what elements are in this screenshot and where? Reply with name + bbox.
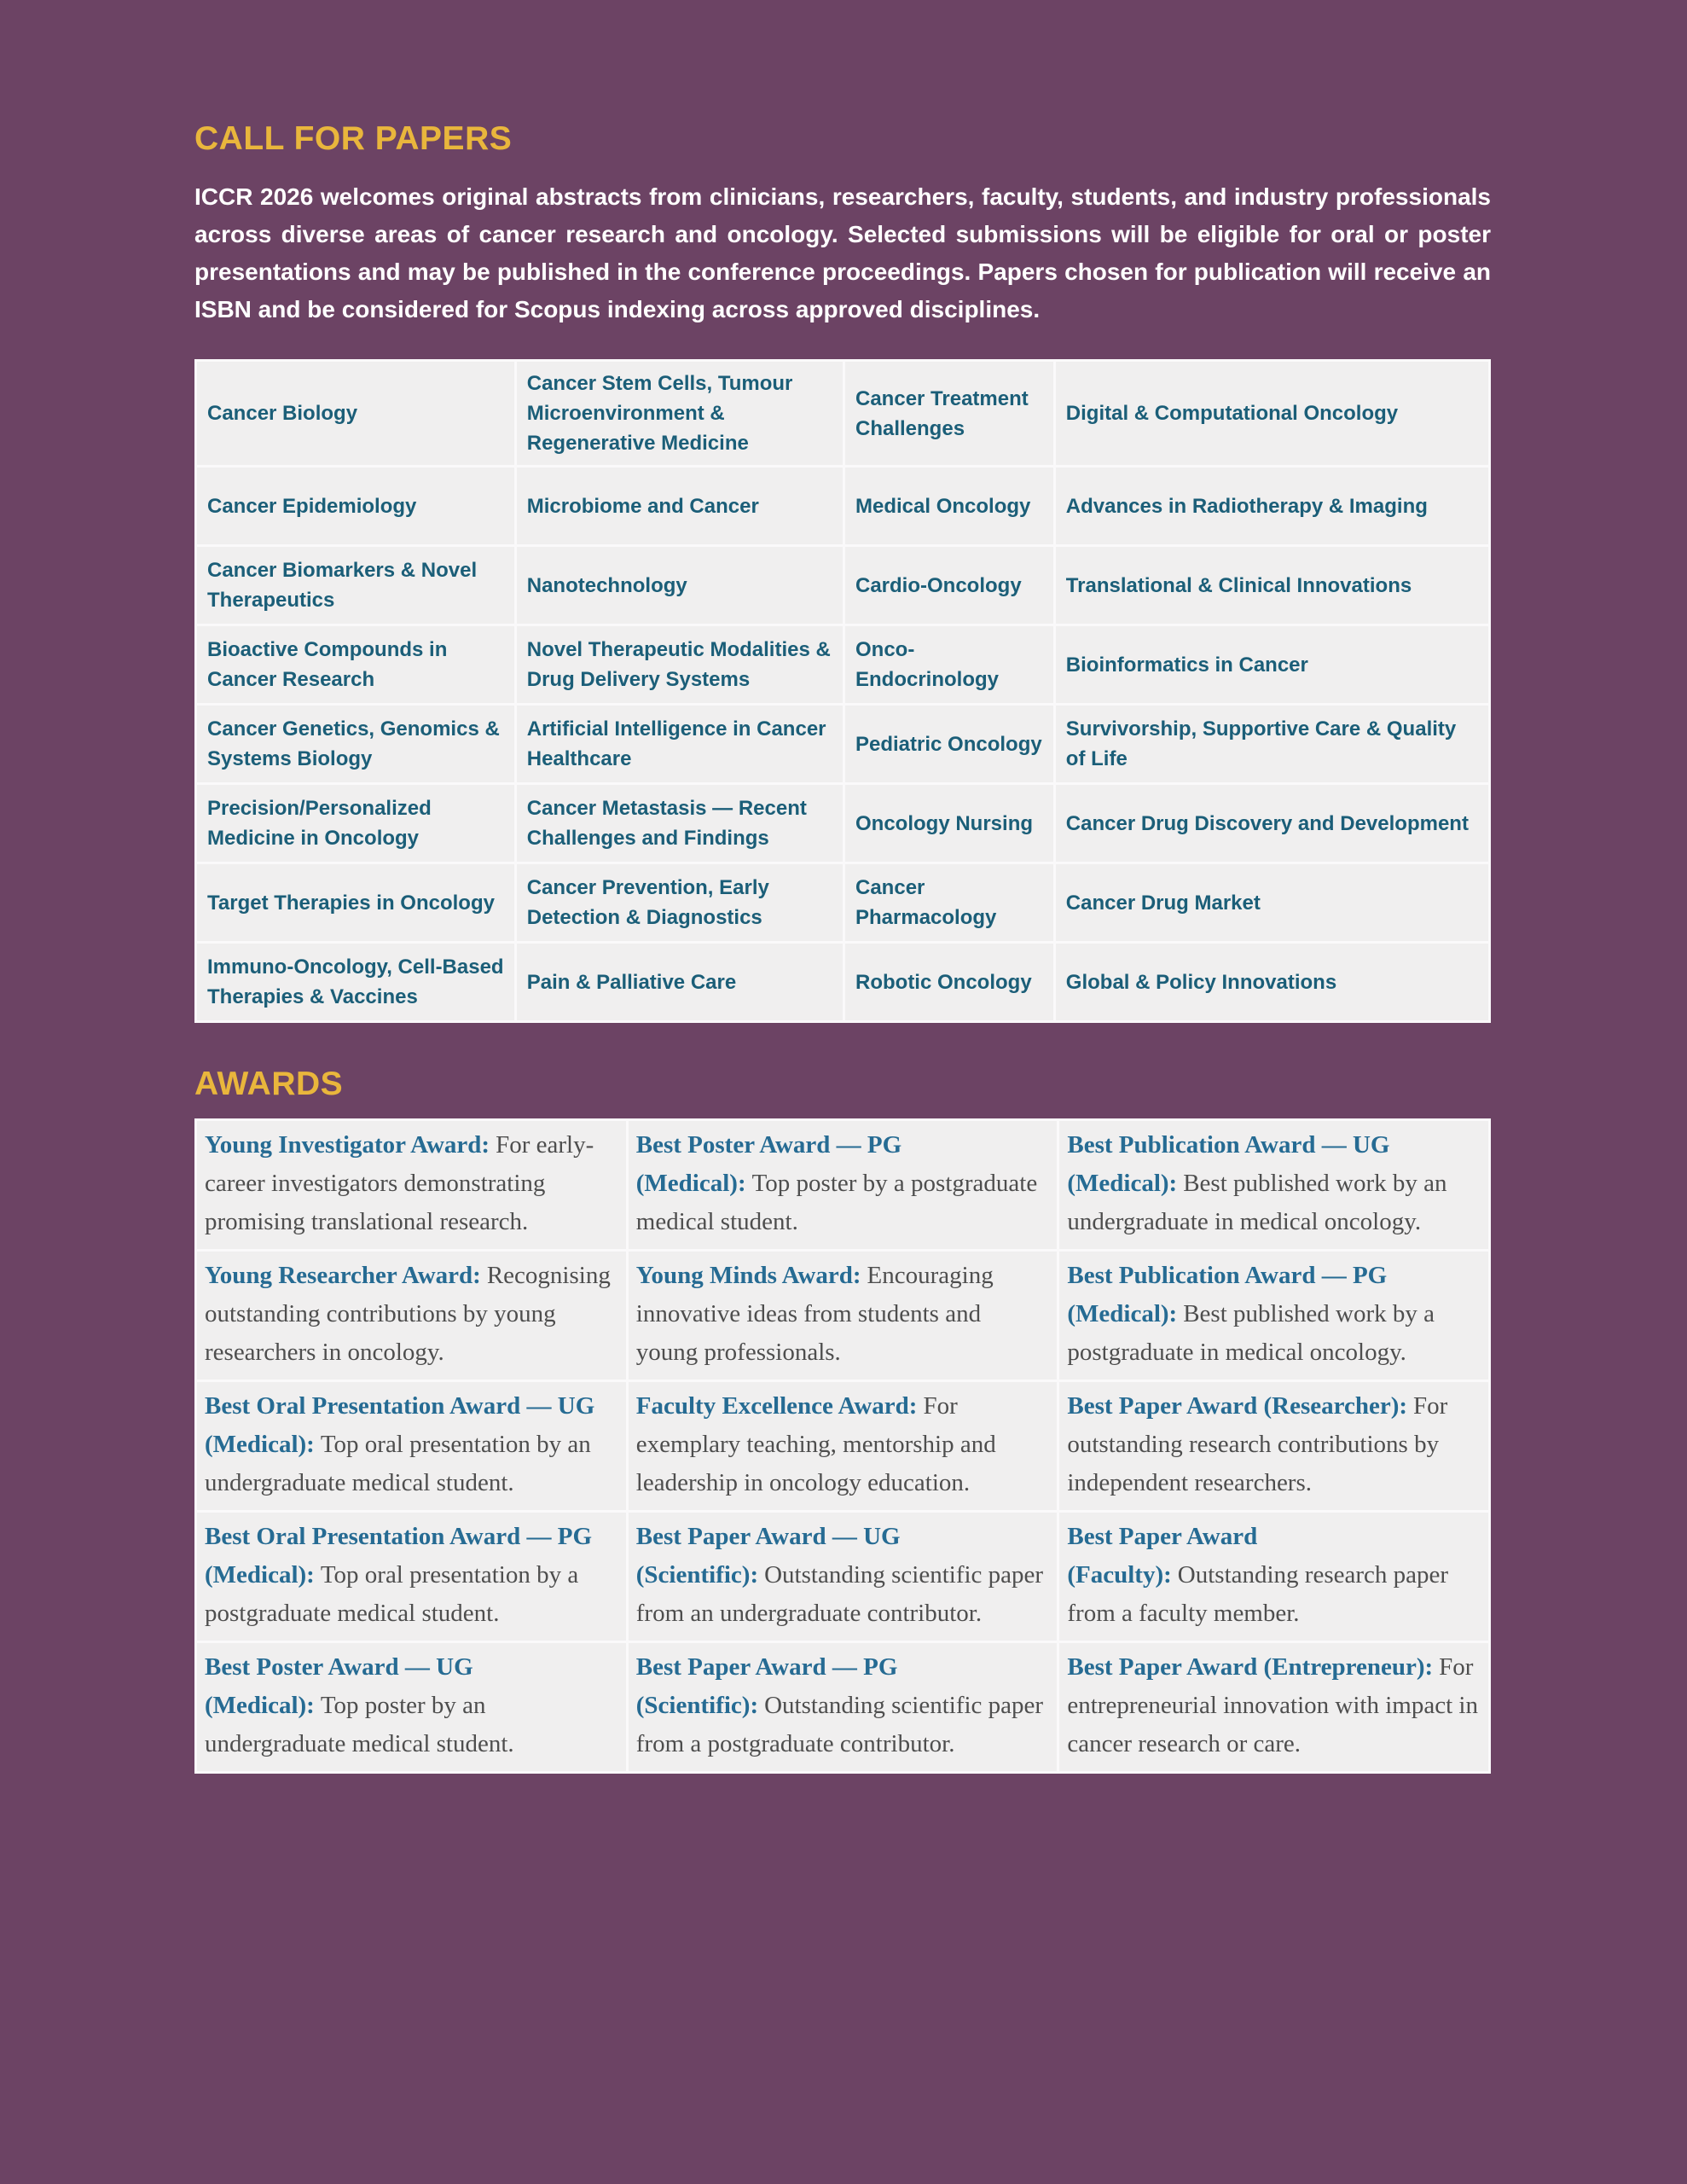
award-cell <box>1059 1513 1488 1641</box>
topic-cell: Translational & Clinical Innovations <box>1056 547 1488 624</box>
award-title: Best Poster Award — PG (Medical): <box>635 1131 902 1197</box>
awards-heading: AWARDS <box>194 1066 344 1102</box>
topic-cell: Global & Policy Innovations <box>1056 944 1488 1020</box>
award-title: Young Researcher Award: <box>205 1262 481 1289</box>
call-for-papers-heading: CALL FOR PAPERS <box>194 120 513 157</box>
topic-cell: Robotic Oncology <box>845 944 1053 1020</box>
awards-row <box>197 1643 1488 1771</box>
topic-cell: Cancer Drug Market <box>1056 864 1488 941</box>
award-description: Outstanding scientific paper from an undergraduate contributor. <box>635 1561 1044 1627</box>
topic-cell: Onco-Endocrinology <box>845 626 1053 703</box>
award-title: Best Paper Award — UG (Scientific): <box>635 1523 901 1589</box>
topic-cell: Artificial Intelligence in Cancer Healthcare <box>517 706 843 782</box>
topic-cell: Digital & Computational Oncology <box>1056 362 1488 465</box>
award-cell <box>197 1513 626 1641</box>
topics-row <box>197 626 1488 703</box>
topic-cell: Cancer Biology <box>197 362 514 465</box>
award-title: Best Paper Award — PG (Scientific): <box>635 1653 898 1719</box>
topic-cell: Cancer Biomarkers & Novel Therapeutics <box>197 547 514 624</box>
topics-row <box>197 362 1488 465</box>
award-title: Best Oral Presentation Award — PG (Medical): <box>205 1523 593 1589</box>
award-description: Top poster by an undergraduate medical student. <box>205 1692 514 1757</box>
award-description: For early-career investigators demonstrating promising translational research. <box>205 1131 594 1235</box>
topics-row <box>197 547 1488 624</box>
topics-row <box>197 944 1488 1020</box>
topics-row <box>197 706 1488 782</box>
content-column <box>194 0 1491 1774</box>
topic-cell: Bioactive Compounds in Cancer Research <box>197 626 514 703</box>
topic-cell: Cancer Prevention, Early Detection & Diagnostics <box>517 864 843 941</box>
award-description: For exemplary teaching, mentorship and leadership in oncology education. <box>635 1392 996 1496</box>
awards-row <box>197 1513 1488 1641</box>
award-cell <box>1059 1382 1488 1510</box>
award-description: Encouraging innovative ideas from students and young professionals. <box>635 1262 994 1366</box>
topic-cell: Pain & Palliative Care <box>517 944 843 1020</box>
award-cell <box>197 1121 626 1249</box>
award-cell <box>629 1121 1058 1249</box>
award-cell <box>197 1643 626 1771</box>
award-cell <box>197 1252 626 1380</box>
award-description: For entrepreneurial innovation with impact in cancer research or care. <box>1067 1653 1478 1757</box>
topic-cell: Advances in Radiotherapy & Imaging <box>1056 468 1488 544</box>
award-title: Best Publication Award — PG (Medical): <box>1067 1262 1388 1327</box>
topic-cell: Medical Oncology <box>845 468 1053 544</box>
award-cell <box>1059 1121 1488 1249</box>
award-title: Best Poster Award — UG (Medical): <box>205 1653 473 1719</box>
award-description: Outstanding research paper from a faculty member. <box>1067 1561 1449 1627</box>
topic-cell: Pediatric Oncology <box>845 706 1053 782</box>
topic-cell: Immuno-Oncology, Cell-Based Therapies & Vaccines <box>197 944 514 1020</box>
award-description: Best published work by an undergraduate in medical oncology. <box>1067 1170 1447 1235</box>
award-description: For outstanding research contributions by independent researchers. <box>1067 1392 1448 1496</box>
topic-cell: Oncology Nursing <box>845 785 1053 862</box>
award-cell <box>629 1382 1058 1510</box>
topic-cell: Cancer Epidemiology <box>197 468 514 544</box>
topics-row <box>197 785 1488 862</box>
award-title: Young Investigator Award: <box>205 1131 490 1159</box>
award-cell <box>197 1382 626 1510</box>
award-description: Top poster by a postgraduate medical student. <box>635 1170 1038 1235</box>
award-title: Best Paper Award (Researcher): <box>1067 1392 1408 1420</box>
topic-cell: Nanotechnology <box>517 547 843 624</box>
award-description: Recognising outstanding contributions by young researchers in oncology. <box>205 1262 611 1366</box>
award-title: Best Oral Presentation Award — UG (Medical): <box>205 1392 595 1458</box>
award-description: Top oral presentation by an undergraduate medical student. <box>205 1431 591 1496</box>
call-for-papers-intro: ICCR 2026 welcomes original abstracts from clinicians, researchers, faculty, students, and industry professionals across diverse areas of cancer research and oncology. Selected submissions will be eligible for oral or poster presentations and may be published in the conference proceedings. Papers chosen for publication will receive an ISBN and be considered for Scopus indexing across approved disciplines. <box>194 183 1491 322</box>
topic-cell: Bioinformatics in Cancer <box>1056 626 1488 703</box>
awards-table <box>194 1118 1491 1774</box>
award-description: Top oral presentation by a postgraduate medical student. <box>205 1561 579 1627</box>
topic-cell: Cancer Metastasis — Recent Challenges and Findings <box>517 785 843 862</box>
award-cell <box>629 1643 1058 1771</box>
topic-cell: Novel Therapeutic Modalities & Drug Delivery Systems <box>517 626 843 703</box>
topic-cell: Cancer Genetics, Genomics & Systems Biology <box>197 706 514 782</box>
topic-cell: Cancer Pharmacology <box>845 864 1053 941</box>
award-title: Faculty Excellence Award: <box>635 1392 918 1420</box>
award-description: Outstanding scientific paper from a postgraduate contributor. <box>635 1692 1044 1757</box>
awards-row <box>197 1121 1488 1249</box>
award-title: Best Paper Award (Faculty): <box>1067 1523 1258 1589</box>
award-cell <box>629 1252 1058 1380</box>
award-description: Best published work by a postgraduate in medical oncology. <box>1067 1300 1435 1366</box>
awards-row <box>197 1382 1488 1510</box>
award-cell <box>1059 1643 1488 1771</box>
topics-row <box>197 864 1488 941</box>
topic-cell: Target Therapies in Oncology <box>197 864 514 941</box>
topic-cell: Microbiome and Cancer <box>517 468 843 544</box>
topic-cell: Cancer Stem Cells, Tumour Microenvironment & Regenerative Medicine <box>517 362 843 465</box>
topic-cell: Cardio-Oncology <box>845 547 1053 624</box>
award-title: Best Publication Award — UG (Medical): <box>1067 1131 1390 1197</box>
topics-table <box>194 359 1491 1023</box>
topic-cell: Survivorship, Supportive Care & Quality of Life <box>1056 706 1488 782</box>
topic-cell: Precision/Personalized Medicine in Oncology <box>197 785 514 862</box>
topics-row <box>197 468 1488 544</box>
award-cell <box>1059 1252 1488 1380</box>
award-cell <box>629 1513 1058 1641</box>
awards-row <box>197 1252 1488 1380</box>
topic-cell: Cancer Treatment Challenges <box>845 362 1053 465</box>
award-title: Young Minds Award: <box>635 1262 861 1289</box>
topic-cell: Cancer Drug Discovery and Development <box>1056 785 1488 862</box>
award-title: Best Paper Award (Entrepreneur): <box>1067 1653 1434 1681</box>
